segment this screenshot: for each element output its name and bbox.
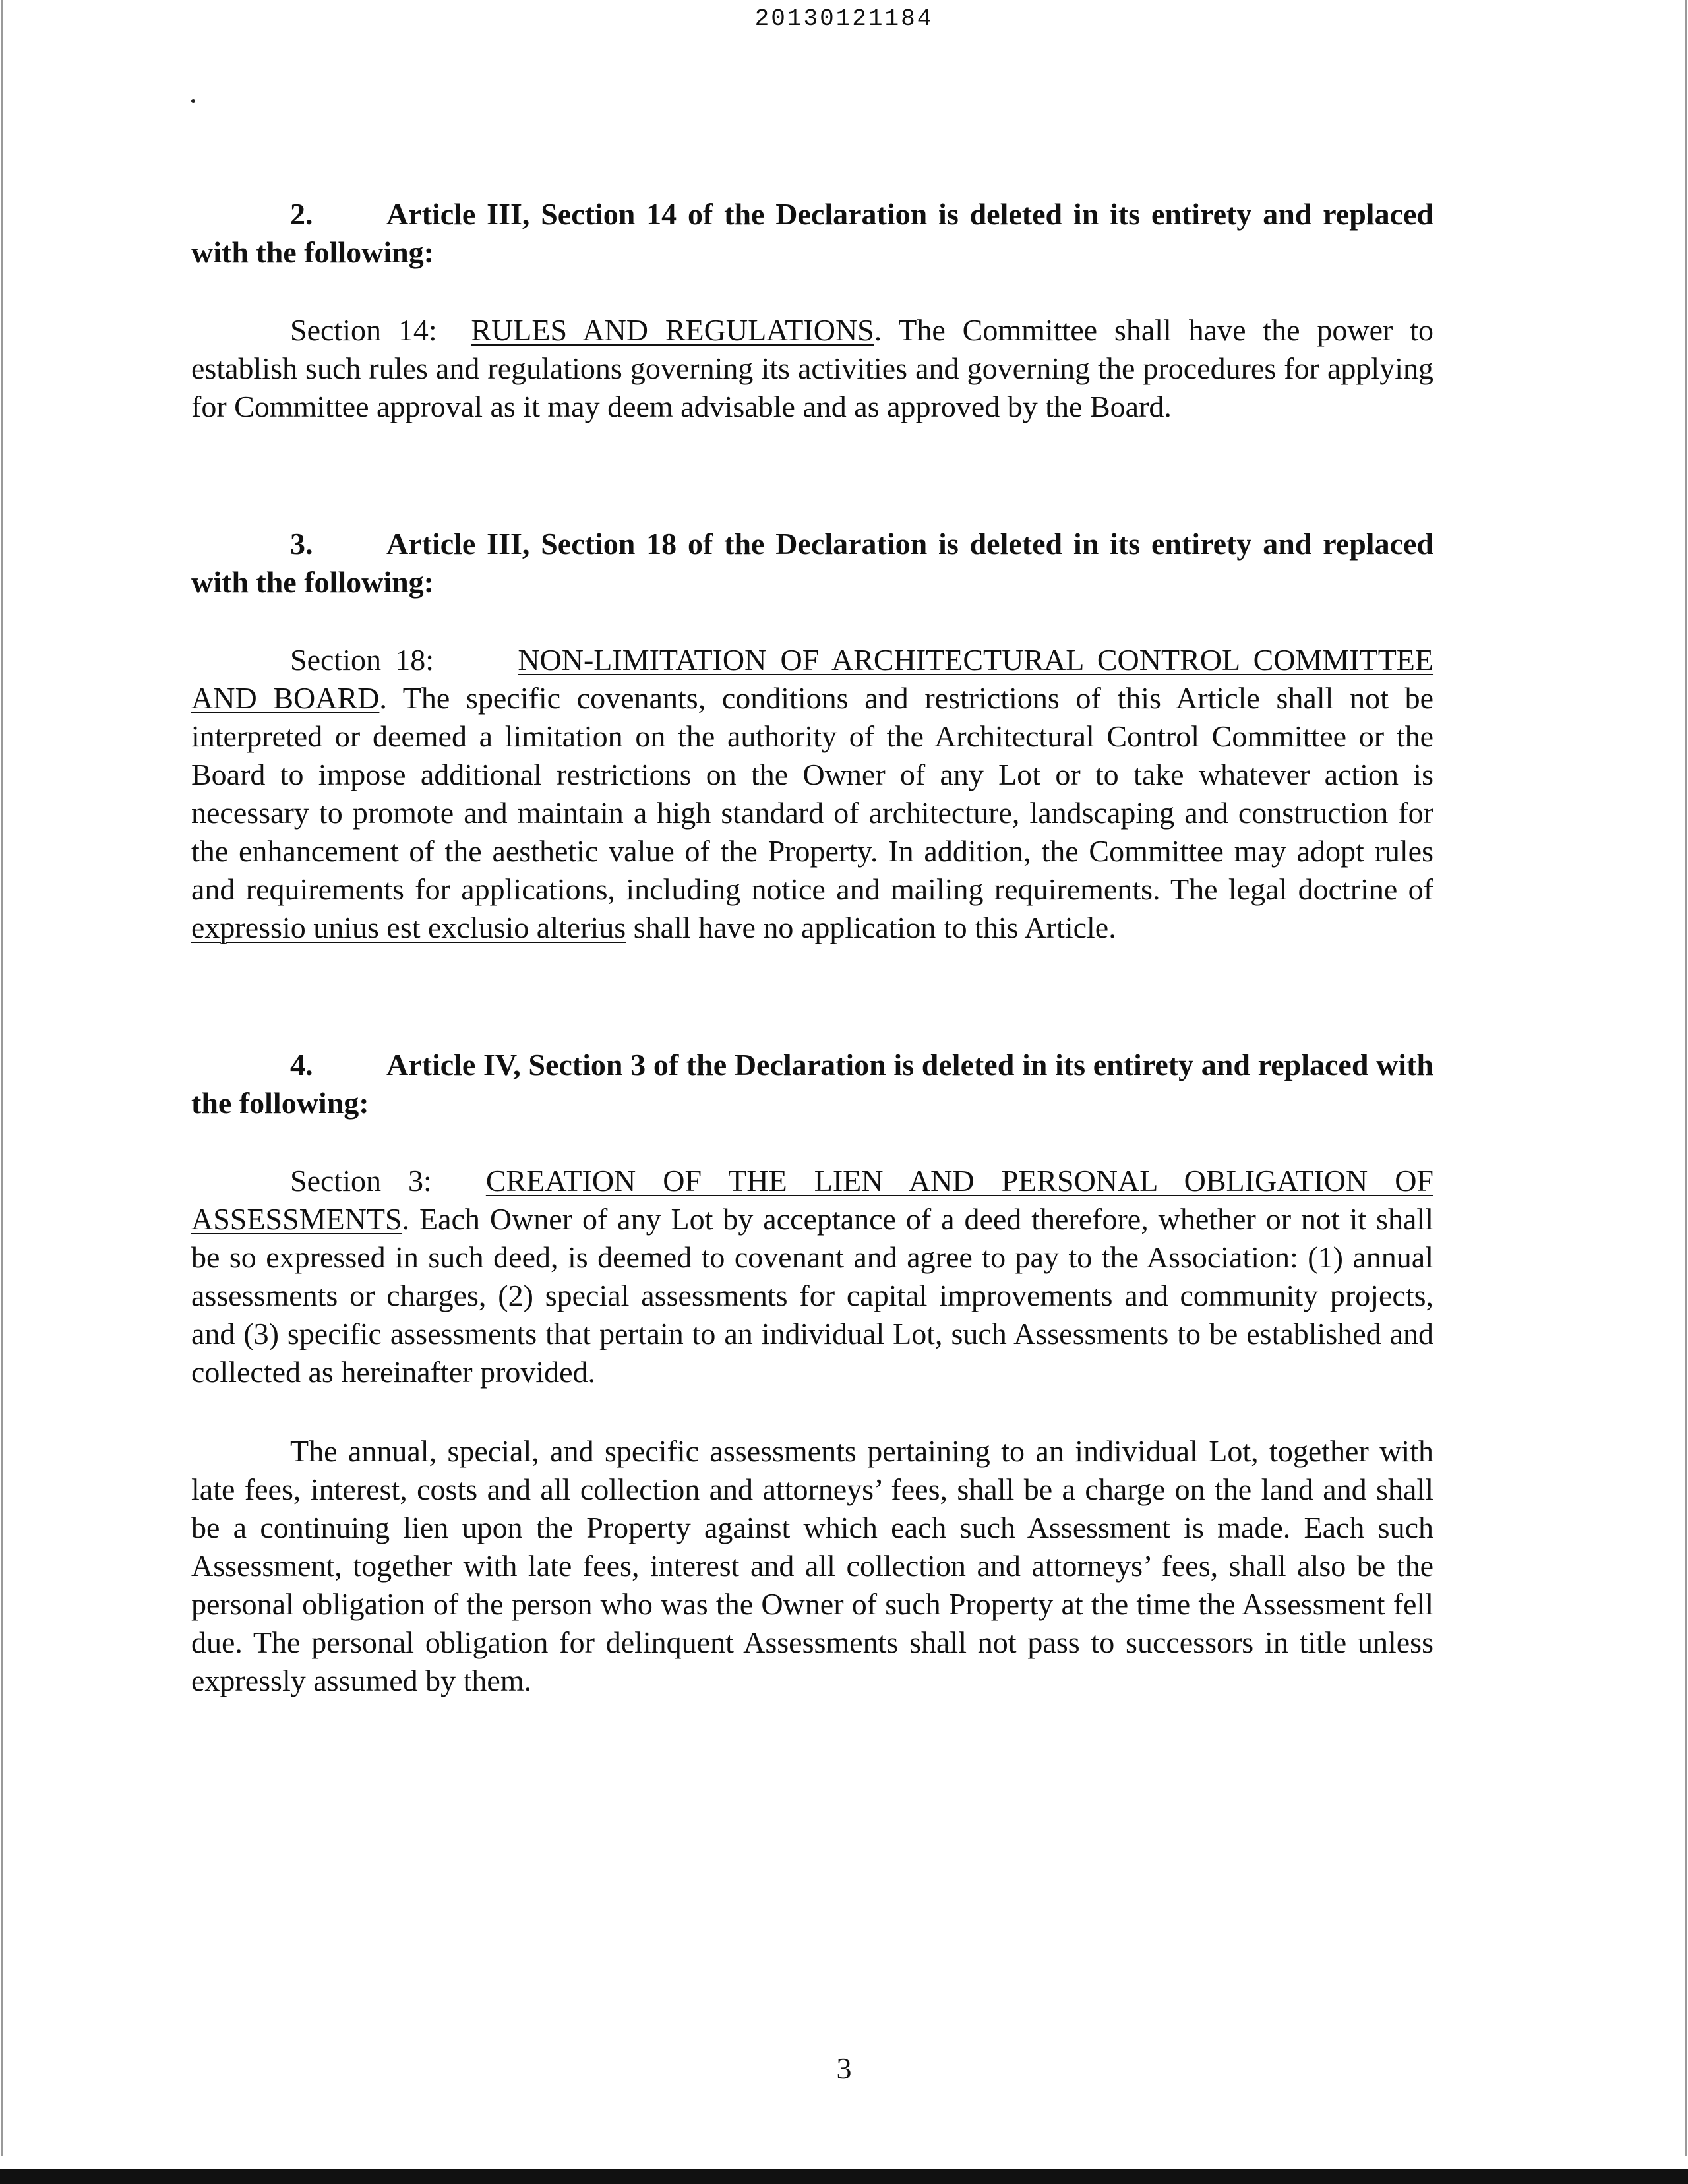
section-heading-2 (191, 195, 1433, 272)
section-title: CREATION OF THE LIEN AND PERSONAL OBLIGATION OF ASSESSMENTS (191, 1164, 1433, 1236)
section-heading-4 (191, 1046, 1433, 1122)
document-number: 20130121184 (754, 5, 934, 32)
section-3-paragraph (191, 1162, 1433, 1391)
section-heading-3 (191, 525, 1433, 601)
section-label: Section 14: (290, 313, 437, 347)
section-number: 2. (290, 197, 313, 231)
section-body-text-end: shall have no application to this Article. (626, 911, 1116, 944)
section-title: NON-LIMITATION OF ARCHITECTURAL CONTROL COMMITTEE AND BOARD (191, 643, 1434, 715)
section-body-text: . Each Owner of any Lot by acceptance of a deed therefore, whether or not it shall be so expressed in such deed, is deemed to covenant and agree to pay to the Association: (1) annual assessments or charges, (2) special assessments for capital improvements and community projects, and (3) specific assessments that pertain to an individual Lot, such Assessments to be established and collected as hereinafter provided. (191, 1202, 1433, 1389)
section-18-paragraph (191, 641, 1433, 947)
page-number: 3 (836, 2051, 852, 2085)
section-14-paragraph (191, 311, 1433, 426)
scan-speck (191, 99, 195, 103)
section-label: Section 3: (290, 1164, 432, 1198)
lien-paragraph: The annual, special, and specific assessments pertaining to an individual Lot, together with late fees, interest, costs and all collection and attorneys’ fees, shall be a charge on the land and shall be a continuing lien upon the Property against which each such Assessment is made. Each such Assessment, together with late fees, interest and all collection and attorneys’ fees, shall also be the personal obligation of the person who was the Owner of such Property at the time the Assessment fell due. The personal obligation for delinquent Assessments shall not pass to successors in title unless expressly assumed by them. (191, 1434, 1433, 1697)
page-border-left (1, 0, 3, 2156)
section-body-text: . The specific covenants, conditions and restrictions of this Article shall not be interpreted or deemed a limitation on the authority of the Architectural Control Committee or the Board to impose additional restrictions on the Owner of any Lot or to take whatever action is necessary to promote and maintain a high standard of architecture, landscaping and construction for the enhancement of the aesthetic value of the Property. In addition, the Committee may adopt rules and requirements for applications, including notice and mailing requirements. The legal doctrine of (191, 681, 1433, 906)
section-number: 3. (290, 527, 313, 561)
page-border-right (1685, 0, 1687, 2156)
scan-bottom-bar (0, 2169, 1688, 2184)
section-heading-text: Article III, Section 14 of the Declaration is deleted in its entirety and replaced with the following: (191, 197, 1433, 269)
section-heading-text: Article IV, Section 3 of the Declaration is deleted in its entirety and replaced with the following: (191, 1048, 1433, 1120)
section-label: Section 18: (290, 643, 434, 677)
section-title: RULES AND REGULATIONS (471, 313, 874, 347)
section-heading-text: Article III, Section 18 of the Declaration is deleted in its entirety and replaced with the following: (191, 527, 1433, 599)
latin-phrase: expressio unius est exclusio alterius (191, 911, 626, 944)
section-body-text: . The Committee shall have the power to establish such rules and regulations governing its activities and governing the procedures for applying for Committee approval as it may deem advisable and as approved by the Board. (191, 313, 1434, 423)
document-body (191, 195, 1433, 1700)
section-number: 4. (290, 1048, 313, 1081)
